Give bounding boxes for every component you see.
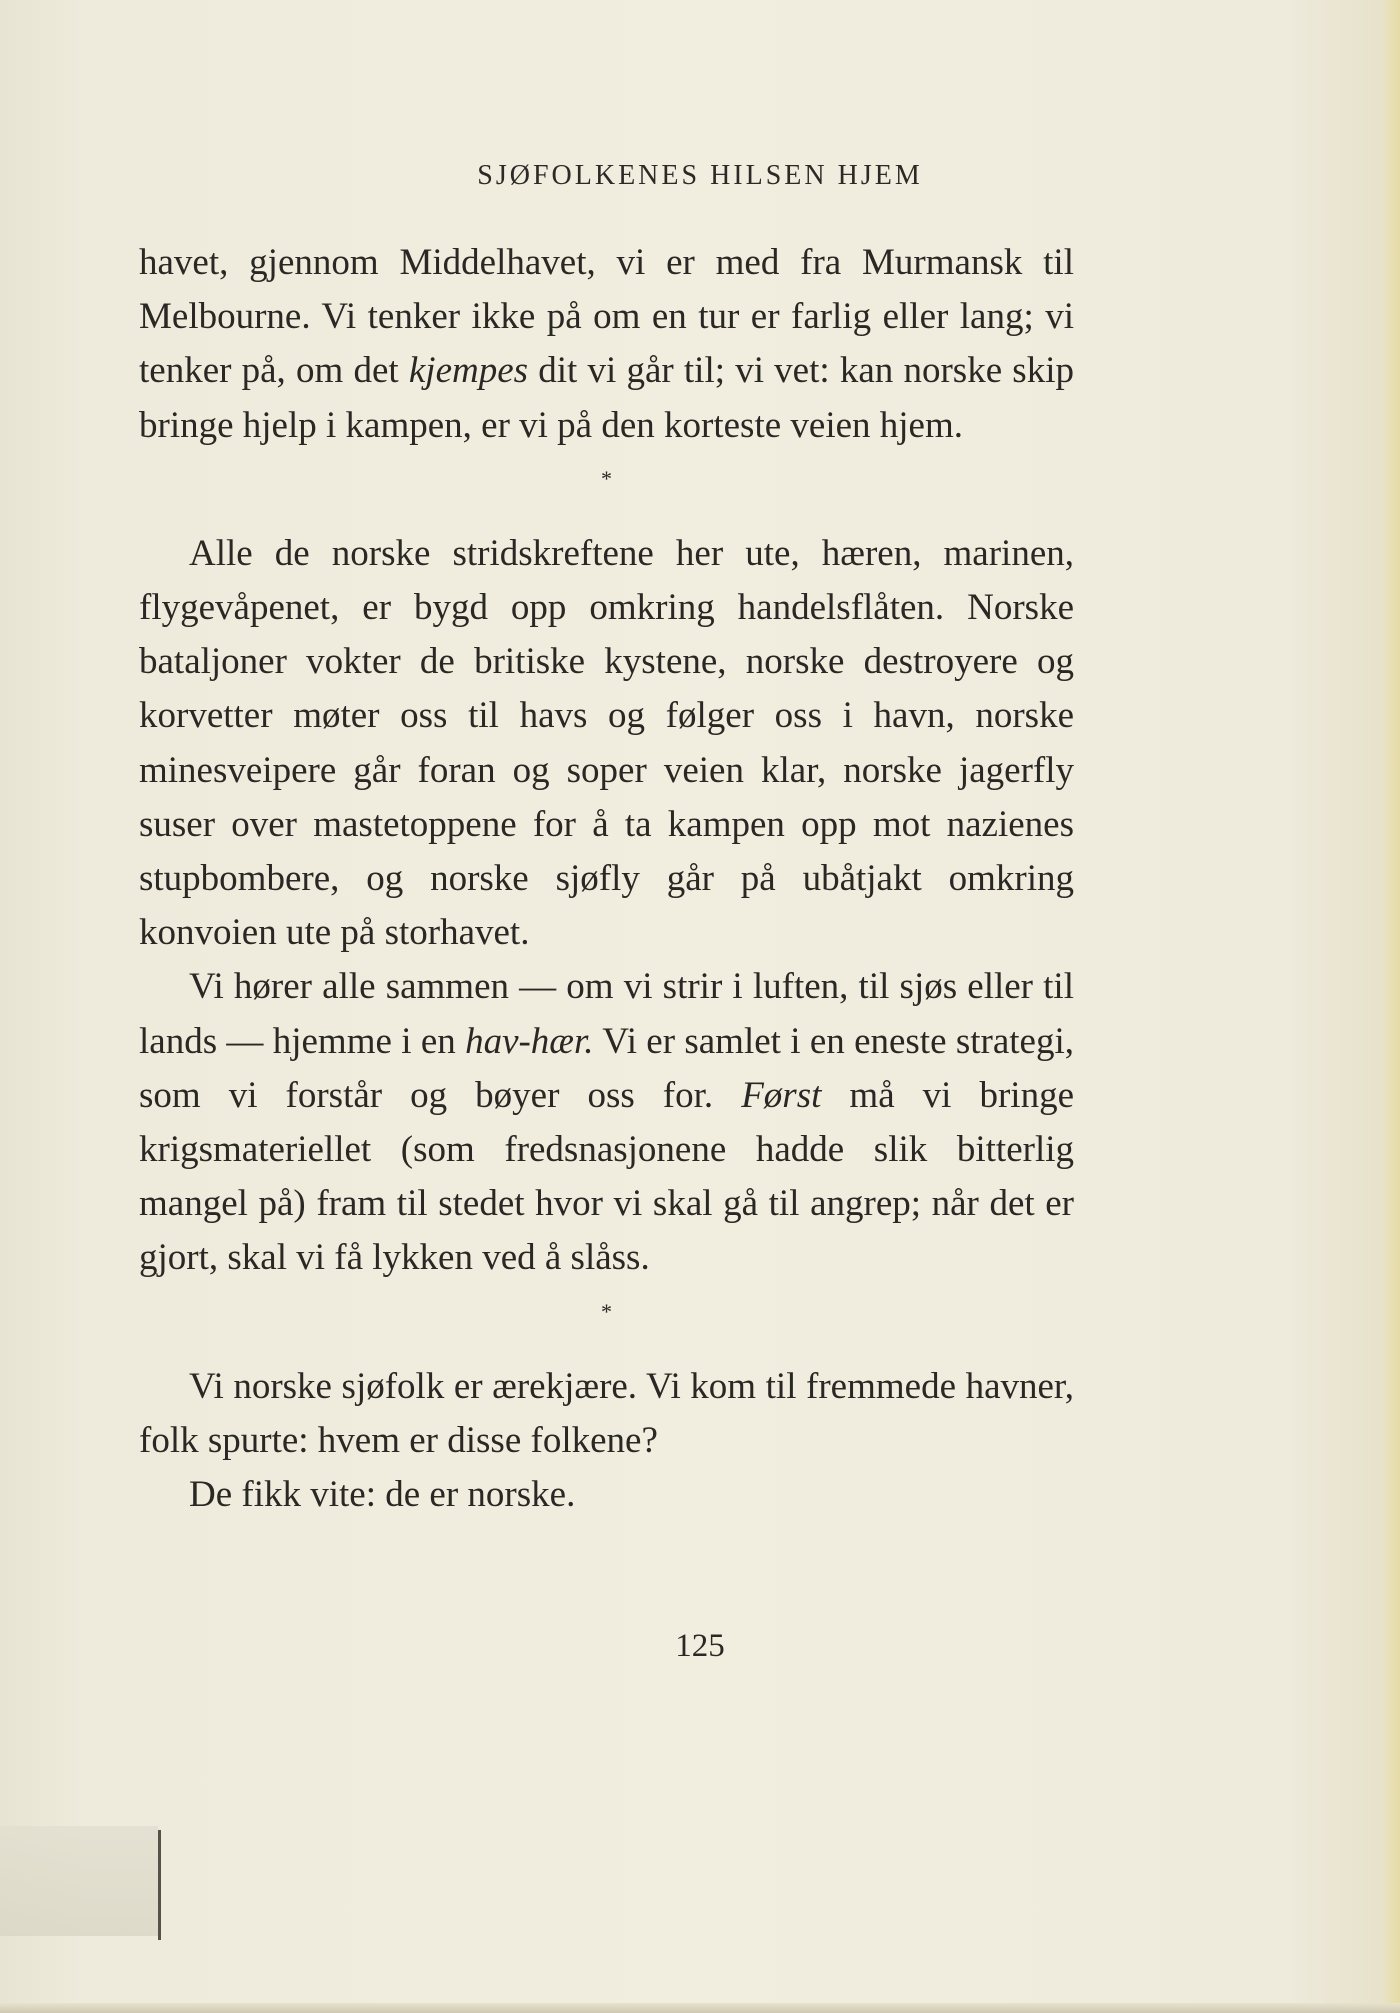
- paragraph-3-text-a: Vi hører alle sammen — om vi strir i luften, til sjøs eller til lands — hjemme i en: [139, 966, 1074, 1062]
- paragraph-4: Vi norske sjøfolk er ærekjære. Vi kom til fremmede havner, folk spurte: hvem er disse folkene?: [139, 1365, 1074, 1461]
- paragraph-3-emphasis-2: Først: [741, 1074, 822, 1116]
- paragraph-3-emphasis-1: hav-hær.: [465, 1020, 594, 1062]
- section-separator-2: *: [601, 1298, 612, 1324]
- page-number: 125: [675, 1628, 725, 1664]
- running-head: SJØFOLKENES HILSEN HJEM: [477, 160, 923, 191]
- paragraph-1-text-b: dit vi går til; vi vet: kan norske skip bringe hjelp i kampen, er vi på den korteste veien hjem.: [139, 350, 1074, 446]
- body-text: [139, 236, 1074, 1522]
- page-edge-right: [1384, 0, 1400, 2013]
- section-separator-1: *: [601, 465, 612, 491]
- paragraph-1-emphasis: kjempes: [408, 350, 529, 392]
- scan-artifact-line: [158, 1830, 161, 1940]
- paragraph-2: Alle de norske stridskreftene her ute, hæren, marinen, flygevåpenet, er bygd opp omkring handelsflåten. Norske bataljoner vokter de britiske kystene, norske destroyere og korvetter møter oss til havs og følger oss i havn, norske minesveipere går foran og soper veien klar, norske jagerfly suser over mastetoppene for å ta kampen opp mot nazienes stupbombere, og norske sjøfly går på ubåtjakt omkring konvoien ute på storhavet.: [139, 532, 1074, 954]
- paragraph-3-text-c: må vi bringe krigsmateriellet (som fredsnasjonene hadde slik bitterlig mangel på) fram til stedet hvor vi skal gå til angrep; når det er gjort, skal vi få lykken ved å slåss.: [139, 1074, 1074, 1279]
- paragraph-5: De fikk vite: de er norske.: [189, 1474, 576, 1516]
- paragraph-3-text-b: Vi er samlet i en eneste strategi, som vi forstår og bøyer oss for.: [139, 1020, 1074, 1116]
- scan-artifact-box: [0, 1826, 158, 1936]
- paragraph-1-text-a: havet, gjennom Middelhavet, vi er med fra Murmansk til Melbourne. Vi tenker ikke på om en tur er farlig eller lang; vi tenker på, om det: [139, 242, 1074, 392]
- page-edge-bottom: [0, 2003, 1400, 2013]
- paragraph-1: [139, 236, 1074, 453]
- paragraph-3: [139, 960, 1074, 1285]
